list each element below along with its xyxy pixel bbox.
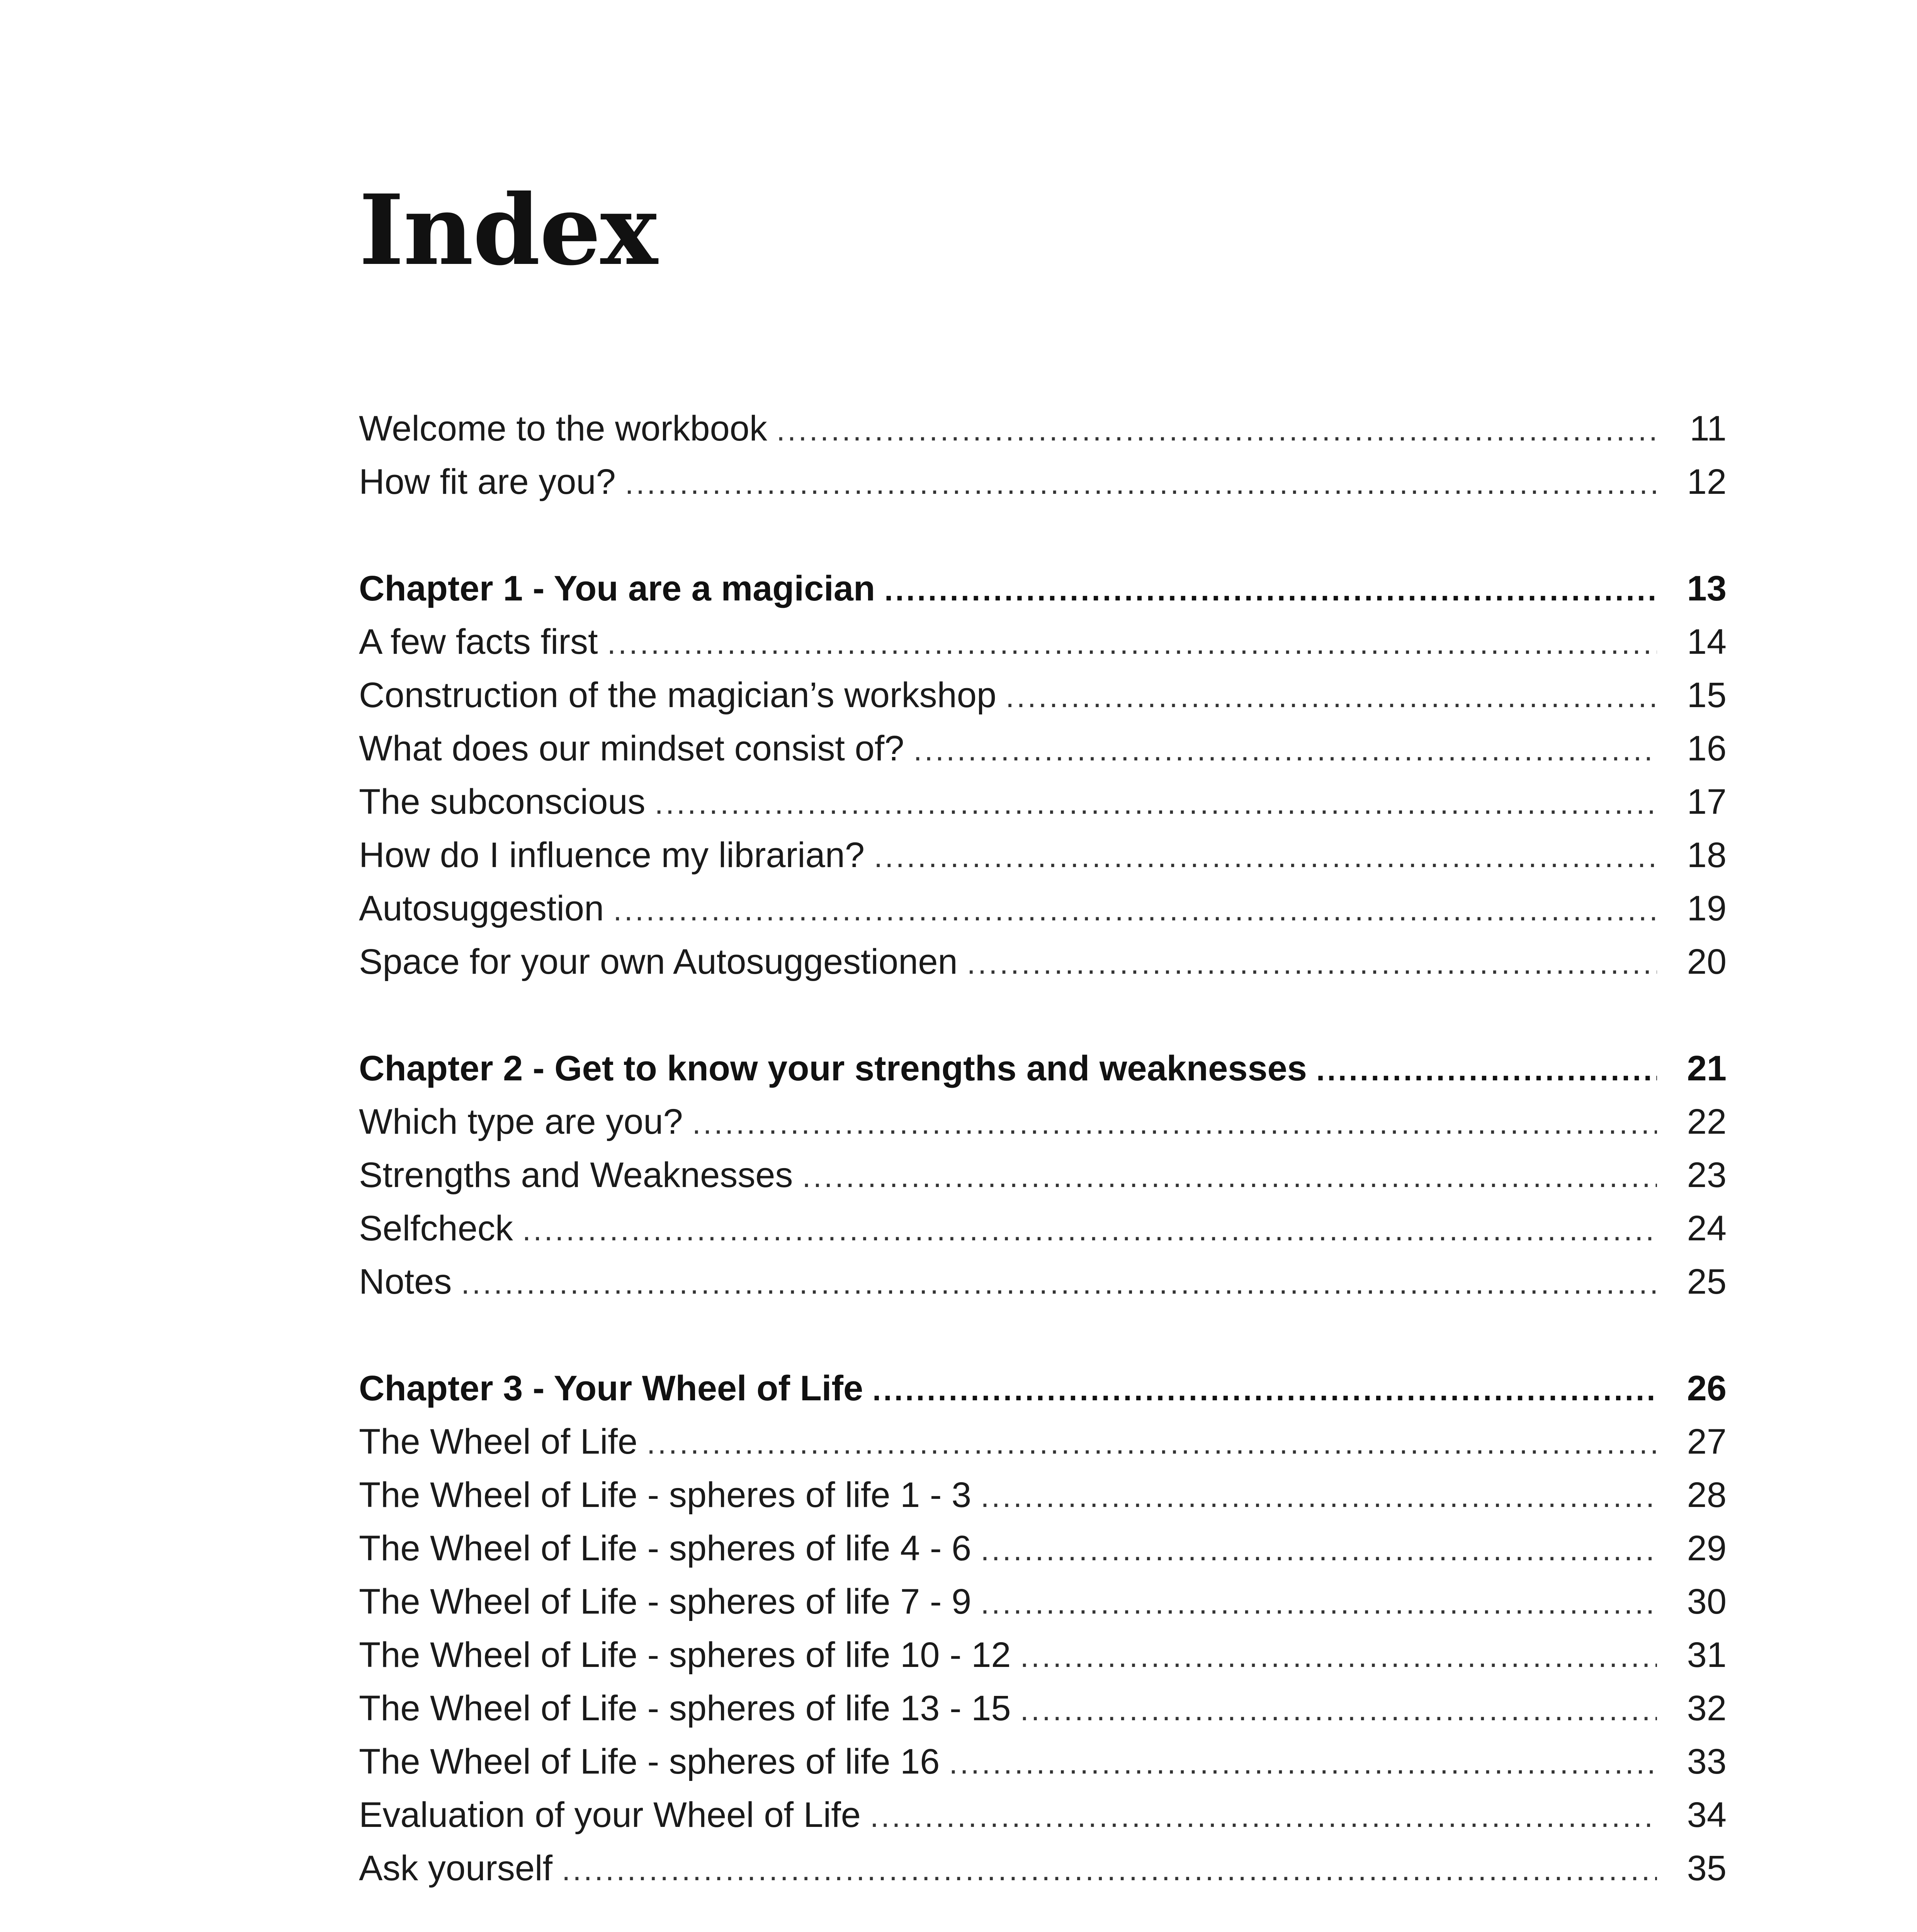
toc-section-chapter-2 (359, 1042, 1727, 1308)
dot-leader (949, 1736, 1657, 1790)
toc-entry-page: 29 (1687, 1529, 1727, 1568)
toc-entry-page: 28 (1687, 1475, 1727, 1515)
toc-entry-page: 21 (1687, 1049, 1727, 1088)
dot-leader (522, 1203, 1657, 1257)
toc-entry[interactable] (359, 1148, 1727, 1202)
toc-entry-page: 34 (1687, 1795, 1727, 1835)
toc-entry-label: Chapter 1 - You are a magician (359, 569, 875, 608)
toc-entry[interactable] (359, 1415, 1727, 1468)
toc-entry-label: Chapter 3 - Your Wheel of Life (359, 1369, 863, 1408)
toc-entry-label: Evaluation of your Wheel of Life (359, 1795, 861, 1835)
toc-entry[interactable] (359, 1735, 1727, 1788)
toc-entry-label: Ask yourself (359, 1849, 553, 1888)
toc-entry-page: 32 (1687, 1689, 1727, 1728)
dot-leader (655, 777, 1657, 830)
dot-leader (1020, 1630, 1657, 1683)
dot-leader (967, 937, 1657, 990)
toc-entry-label: How fit are you? (359, 462, 616, 502)
toc-entry-page: 13 (1687, 569, 1727, 608)
dot-leader (872, 1363, 1657, 1417)
toc-entry[interactable] (359, 828, 1727, 882)
toc-entry-page: 30 (1687, 1582, 1727, 1621)
toc-entry[interactable] (359, 455, 1727, 509)
dot-leader (1020, 1683, 1657, 1736)
toc-entry-page: 14 (1687, 622, 1727, 662)
dot-leader (647, 1417, 1657, 1470)
toc-entry-label: The Wheel of Life - spheres of life 7 - 9 (359, 1582, 972, 1621)
toc-entry[interactable] (359, 402, 1727, 455)
toc-entry-page: 26 (1687, 1369, 1727, 1408)
dot-leader (1006, 670, 1657, 723)
dot-leader (613, 883, 1657, 937)
toc-entry-label: Notes (359, 1262, 452, 1301)
toc-entry-label: Construction of the magician’s workshop (359, 675, 997, 715)
toc-entry-page: 11 (1689, 409, 1727, 448)
toc-section-chapter-1 (359, 562, 1727, 988)
dot-leader (870, 1790, 1657, 1843)
toc-entry-label: Which type are you? (359, 1102, 683, 1141)
table-of-contents (359, 402, 1727, 1932)
toc-entry-page: 24 (1687, 1209, 1727, 1248)
toc-entry-label: The Wheel of Life (359, 1422, 638, 1461)
toc-entry-label: The Wheel of Life - spheres of life 10 - 12 (359, 1635, 1011, 1675)
toc-entry-page: 33 (1687, 1742, 1727, 1781)
toc-entry-page: 22 (1687, 1102, 1727, 1141)
dot-leader (625, 457, 1657, 510)
toc-entry-page: 23 (1687, 1155, 1727, 1195)
page-title: Index (359, 173, 657, 287)
toc-entry-page: 12 (1687, 462, 1727, 502)
toc-entry[interactable] (359, 668, 1727, 722)
toc-chapter-heading[interactable] (359, 562, 1727, 615)
toc-entry[interactable] (359, 1522, 1727, 1575)
toc-entry-page: 20 (1687, 942, 1727, 981)
toc-entry-label: The Wheel of Life - spheres of life 4 - 6 (359, 1529, 972, 1568)
toc-entry[interactable] (359, 935, 1727, 988)
dot-leader (874, 830, 1657, 883)
toc-entry[interactable] (359, 775, 1727, 828)
toc-entry-label: Autosuggestion (359, 889, 604, 928)
toc-entry[interactable] (359, 1202, 1727, 1255)
toc-entry[interactable] (359, 1575, 1727, 1628)
dot-leader (981, 1523, 1657, 1577)
toc-entry-label: Selfcheck (359, 1209, 513, 1248)
toc-entry[interactable] (359, 722, 1727, 775)
toc-entry-label: Strengths and Weaknesses (359, 1155, 793, 1195)
toc-entry-page: 35 (1687, 1849, 1727, 1888)
toc-chapter-heading[interactable] (359, 1042, 1727, 1095)
toc-entry[interactable] (359, 882, 1727, 935)
toc-entry[interactable] (359, 1788, 1727, 1842)
toc-entry[interactable] (359, 1095, 1727, 1148)
toc-entry[interactable] (359, 1628, 1727, 1682)
dot-leader (802, 1150, 1657, 1203)
toc-entry[interactable] (359, 1682, 1727, 1735)
dot-leader (777, 403, 1657, 457)
toc-entry-page: 25 (1687, 1262, 1727, 1301)
toc-entry-label: The Wheel of Life - spheres of life 16 (359, 1742, 940, 1781)
toc-entry[interactable] (359, 1255, 1727, 1308)
toc-entry-label: The Wheel of Life - spheres of life 13 - 15 (359, 1689, 1011, 1728)
dot-leader (1316, 1043, 1657, 1097)
toc-entry-page: 18 (1687, 835, 1727, 875)
toc-entry[interactable] (359, 615, 1727, 668)
toc-entry-label: The subconscious (359, 782, 646, 821)
toc-entry-label: Chapter 2 - Get to know your strengths and weaknesses (359, 1049, 1307, 1088)
toc-entry[interactable] (359, 1468, 1727, 1522)
dot-leader (461, 1257, 1657, 1310)
toc-entry-label: Welcome to the workbook (359, 409, 767, 448)
dot-leader (884, 563, 1657, 617)
toc-entry-label: The Wheel of Life - spheres of life 1 - 3 (359, 1475, 972, 1515)
toc-entry-page: 16 (1687, 729, 1727, 768)
toc-entry-label: How do I influence my librarian? (359, 835, 865, 875)
toc-entry-page: 19 (1687, 889, 1727, 928)
toc-entry-page: 31 (1687, 1635, 1727, 1675)
toc-chapter-heading[interactable] (359, 1362, 1727, 1415)
toc-entry-label: A few facts first (359, 622, 598, 662)
toc-section-intro (359, 402, 1727, 509)
dot-leader (692, 1097, 1657, 1150)
toc-entry-page: 17 (1687, 782, 1727, 821)
toc-entry[interactable] (359, 1842, 1727, 1895)
toc-section-chapter-3 (359, 1362, 1727, 1895)
toc-entry-page: 27 (1687, 1422, 1727, 1461)
toc-entry-label: What does our mindset consist of? (359, 729, 904, 768)
dot-leader (607, 617, 1657, 670)
dot-leader (981, 1470, 1657, 1523)
dot-leader (913, 723, 1657, 777)
toc-entry-label: Space for your own Autosuggestionen (359, 942, 958, 981)
dot-leader (981, 1577, 1657, 1630)
dot-leader (562, 1843, 1657, 1896)
toc-entry-page: 15 (1687, 675, 1727, 715)
